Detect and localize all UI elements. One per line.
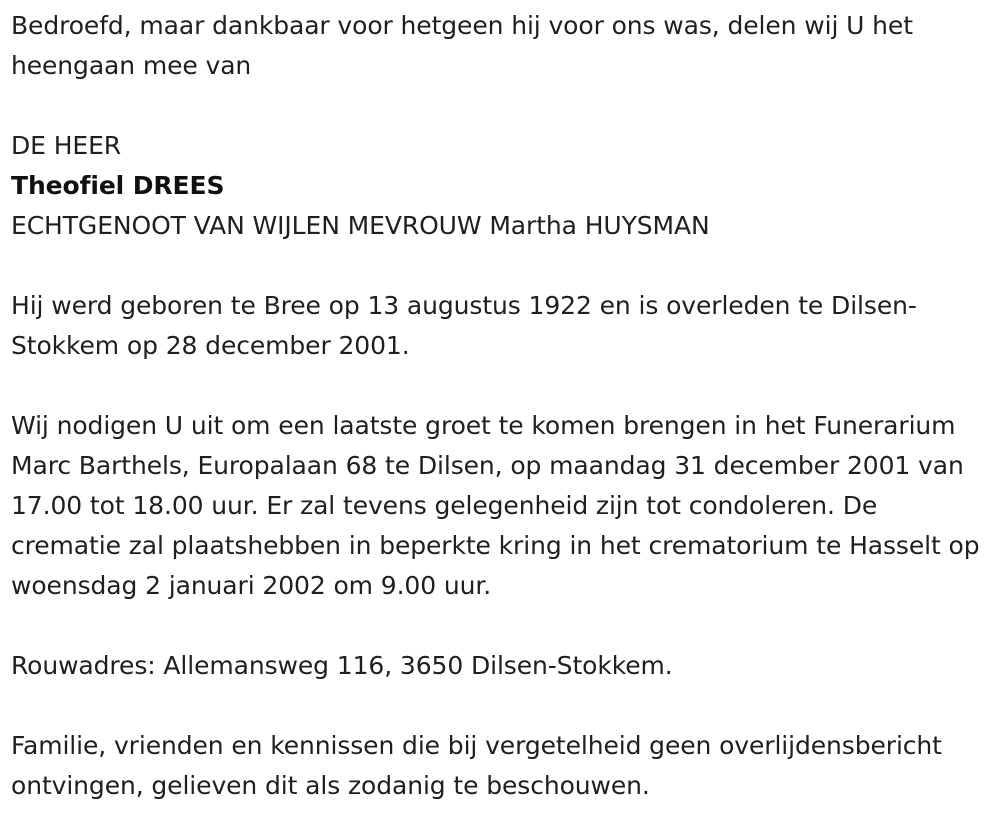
invitation-paragraph: Wij nodigen U uit om een laatste groet te komen brengen in het Funerarium Marc Barthels, Europalaan 68 te Dilsen, op maandag 31 december 2001 van 17.00 tot 18.00 uur. Er zal tevens gelegenheid zijn tot condoleren. De crematie zal plaatshebben in beperkte kring in het crematorium te Hasselt op woensdag 2 januari 2002 om 9.00 uur. [11,411,980,600]
obituary-notice [11,6,989,806]
spacer [11,606,989,646]
spouse-line: ECHTGENOOT VAN WIJLEN MEVROUW Martha HUYSMAN [11,211,710,240]
mourning-address: Rouwadres: Allemansweg 116, 3650 Dilsen-Stokkem. [11,651,673,680]
spacer [11,246,989,286]
closing-paragraph: Familie, vrienden en kennissen die bij vergetelheid geen overlijdensbericht ontvingen, gelieven dit als zodanig te beschouwen. [11,731,942,800]
spacer [11,686,989,726]
intro-paragraph: Bedroefd, maar dankbaar voor hetgeen hij voor ons was, delen wij U het heengaan mee van [11,11,913,80]
birth-death-paragraph: Hij werd geboren te Bree op 13 augustus 1922 en is overleden te Dilsen-Stokkem op 28 december 2001. [11,291,917,360]
honorific-line: DE HEER [11,131,122,160]
spacer [11,366,989,406]
spacer [11,86,989,126]
deceased-name: Theofiel DREES [11,171,225,200]
